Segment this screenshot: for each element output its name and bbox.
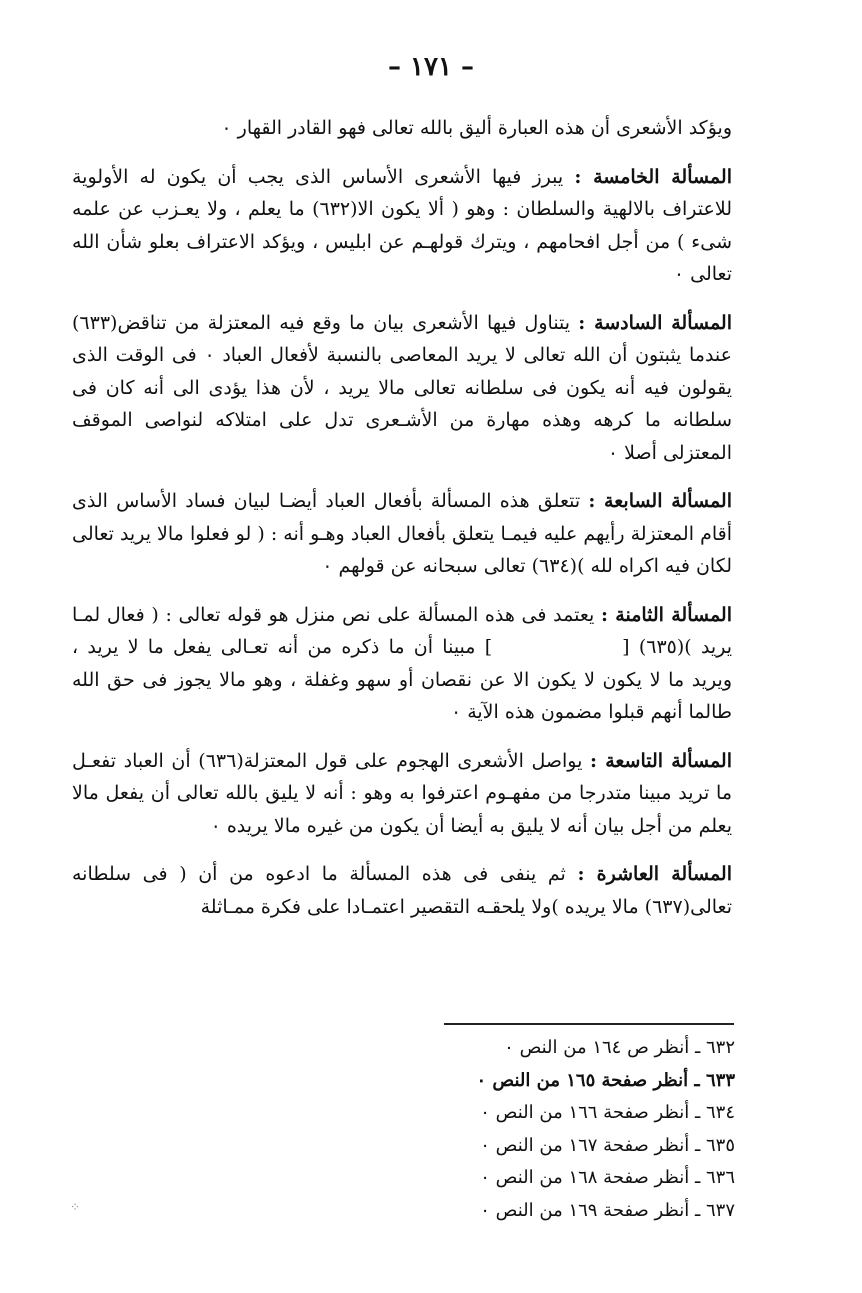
section-heading: المسألة التاسعة : [590,749,733,772]
footnote-item: ٦٣٢ ـ أنظر ص ١٦٤ من النص ٠ [504,1037,735,1058]
section-heading: المسألة الثامنة : [601,603,732,626]
section-heading: المسألة السابعة : [588,490,732,512]
section-paragraph-10 [72,858,732,923]
footnote-item: ٦٣٤ ـ أنظر صفحة ١٦٦ من النص ٠ [480,1102,735,1123]
intro-paragraph: ويؤكد الأشعرى أن هذه العبارة أليق بالله تعالى فهو القادر القهار ٠ [221,117,732,139]
section-paragraph-5 [72,161,732,291]
footnote-item: ٦٣٦ ـ أنظر صفحة ١٦٨ من النص ٠ [480,1167,735,1188]
scan-smudge: ⁘ [70,1200,81,1214]
section-paragraph-9 [72,745,732,843]
footnote-item: ٦٣٥ ـ أنظر صفحة ١٦٧ من النص ٠ [480,1134,735,1156]
section-paragraph-7 [72,485,732,583]
footnote-divider [444,1023,734,1025]
footnotes-list [390,1032,735,1227]
body-text [72,112,732,939]
section-text: يعتمد فى هذه المسألة على نص منزل هو قوله تعالى : ( فعال لمـا يريد )(٦٣٥) [ [72,603,732,658]
section-text: يتناول فيها الأشعرى بيان ما وقع فيه المعتزلة من تناقض(٦٣٣) عندما يثبتون أن الله تعالى لا يريد المعاصى بالنسبة لأفعال العباد ٠ فى الوقت الذى يقولون فيه أنه يكون فى سلطانه تعالى مالا يريد ، لأن هذا يؤدى الى أنه كان فى سلطانه ما كرهه وهذه مهارة من الأشـعرى تدل على امتلاكه لنواصى الموقف المعتزلى أصلا ٠ [72,311,733,464]
section-text: ثم ينفى فى هذه المسألة ما ادعوه من أن ( فى سلطانه تعالى(٦٣٧) مالا يريده )ولا يلحقـه التقصير اعتمـادا على فكرة ممـاثلة [72,863,732,918]
section-paragraph-6 [72,307,732,470]
section-text-continued: ] مبينا أن ما ذكره من أنه تعـالى يفعل ما لا يريد ، ويريد ما لا يكون لا يكون الا عن نقصان أو سهو وغفلة ، وهو مالا يجوز فى حق الله طالما أنهم قبلوا مضمون هذه الآية ٠ [72,636,732,723]
section-heading: المسألة الخامسة : [574,165,732,188]
section-heading: المسألة العاشرة : [577,863,733,885]
footnote-item: ٦٣٣ ـ أنظر صفحة ١٦٥ من النص ٠ [476,1069,735,1091]
section-text: يواصل الأشعرى الهجوم على قول المعتزلة(٦٣٦) أن العباد تفعـل ما تريد مبينا متدرجا من مفهـوم اعترفوا به وهو : أنه لا يليق بالله تعالى أن يفعل مالا يعلم من أجل بيان أنه لا يليق به أيضا أن يكون من غيره مالا يريده ٠ [72,749,732,837]
page-number: – ١٧١ – [387,52,475,82]
footnote-item: ٦٣٧ ـ أنظر صفحة ١٦٩ من النص ٠ [480,1199,735,1221]
section-text: يبرز فيها الأشعرى الأساس الذى يجب أن يكون له الأولوية للاعتراف بالالهية والسلطان : وهو ( ألا يكون الا(٦٣٢) ما يعلم ، ولا يعـزب عن علمه شىء ) من أجل افحامهم ، ويترك قولهـم عن ابليس ، ويؤكد الاعتراف بعلو شأن الله تعالى ٠ [72,165,732,285]
section-text: تتعلق هذه المسألة بأفعال العباد أيضـا لبيان فساد الأساس الذى أقام المعتزلة رأيهم عليه فيمـا يتعلق بأفعال العباد وهـو أنه : ( لو فعلوا مالا يريد تعالى لكان فيه اكراه لله )(٦٣٤) تعالى سبحانه عن قولهم ٠ [72,490,732,577]
section-heading: المسألة السادسة : [578,311,732,334]
section-paragraph-8 [72,599,732,729]
